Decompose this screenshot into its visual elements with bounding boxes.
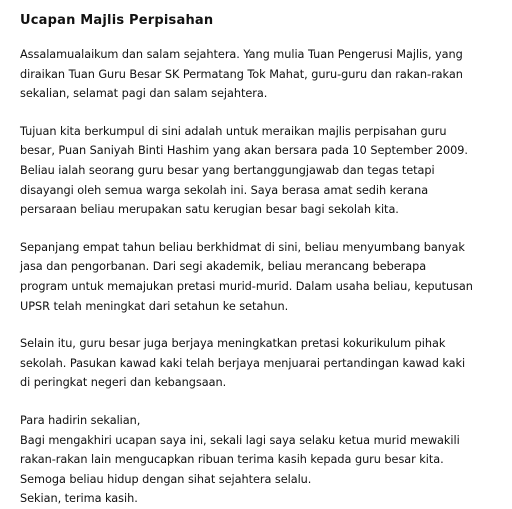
paragraph-greeting	[20, 45, 506, 104]
text-line: jasa dan pengorbanan. Dari segi akademik, beliau merancang beberapa	[20, 260, 427, 274]
text-line: besar, Puan Saniyah Binti Hashim yang akan bersara pada 10 September 2009.	[20, 144, 468, 158]
text-line: di peringkat negeri dan kebangsaan.	[20, 376, 227, 390]
text-line: Selain itu, guru besar juga berjaya meningkatkan pretasi kokurikulum pihak	[20, 337, 446, 351]
text-line: persaraan beliau merupakan satu kerugian besar bagi sekolah kita.	[20, 203, 399, 217]
text-line: Beliau ialah seorang guru besar yang bertanggungjawab dan tegas tetapi	[20, 163, 435, 177]
paragraph-cocurricular	[20, 334, 506, 393]
text-line: Tujuan kita berkumpul di sini adalah untuk meraikan majlis perpisahan guru	[20, 124, 447, 138]
document-title: Ucapan Majlis Perpisahan	[20, 13, 214, 28]
text-line: sekolah. Pasukan kawad kaki telah berjaya menjuarai pertandingan kawad kaki	[20, 356, 466, 370]
text-line: Bagi mengakhiri ucapan saya ini, sekali lagi saya selaku ketua murid mewakili	[20, 433, 460, 447]
text-line: sekalian, selamat pagi dan salam sejahtera.	[20, 87, 268, 101]
paragraph-service	[20, 238, 506, 316]
paragraph-closing	[20, 411, 506, 509]
text-line: UPSR telah meningkat dari setahun ke setahun.	[20, 299, 289, 313]
paragraph-purpose	[20, 122, 506, 220]
text-line: diraikan Tuan Guru Besar SK Permatang Tok Mahat, guru-guru dan rakan-rakan	[20, 67, 463, 81]
text-line: Sepanjang empat tahun beliau berkhidmat di sini, beliau menyumbang banyak	[20, 240, 465, 254]
text-line: Assalamualaikum dan salam sejahtera. Yang mulia Tuan Pengerusi Majlis, yang	[20, 48, 463, 61]
text-line: disayangi oleh semua warga sekolah ini. Saya berasa amat sedih kerana	[20, 183, 429, 197]
text-line: rakan-rakan lain mengucapkan ribuan terima kasih kepada guru besar kita.	[20, 453, 444, 467]
text-line: Sekian, terima kasih.	[20, 492, 138, 506]
speech-document	[20, 12, 506, 509]
text-line: program untuk memajukan pretasi murid-murid. Dalam usaha beliau, keputusan	[20, 279, 473, 293]
text-line: Para hadirin sekalian,	[20, 413, 141, 427]
text-line: Semoga beliau hidup dengan sihat sejahtera selalu.	[20, 472, 312, 486]
